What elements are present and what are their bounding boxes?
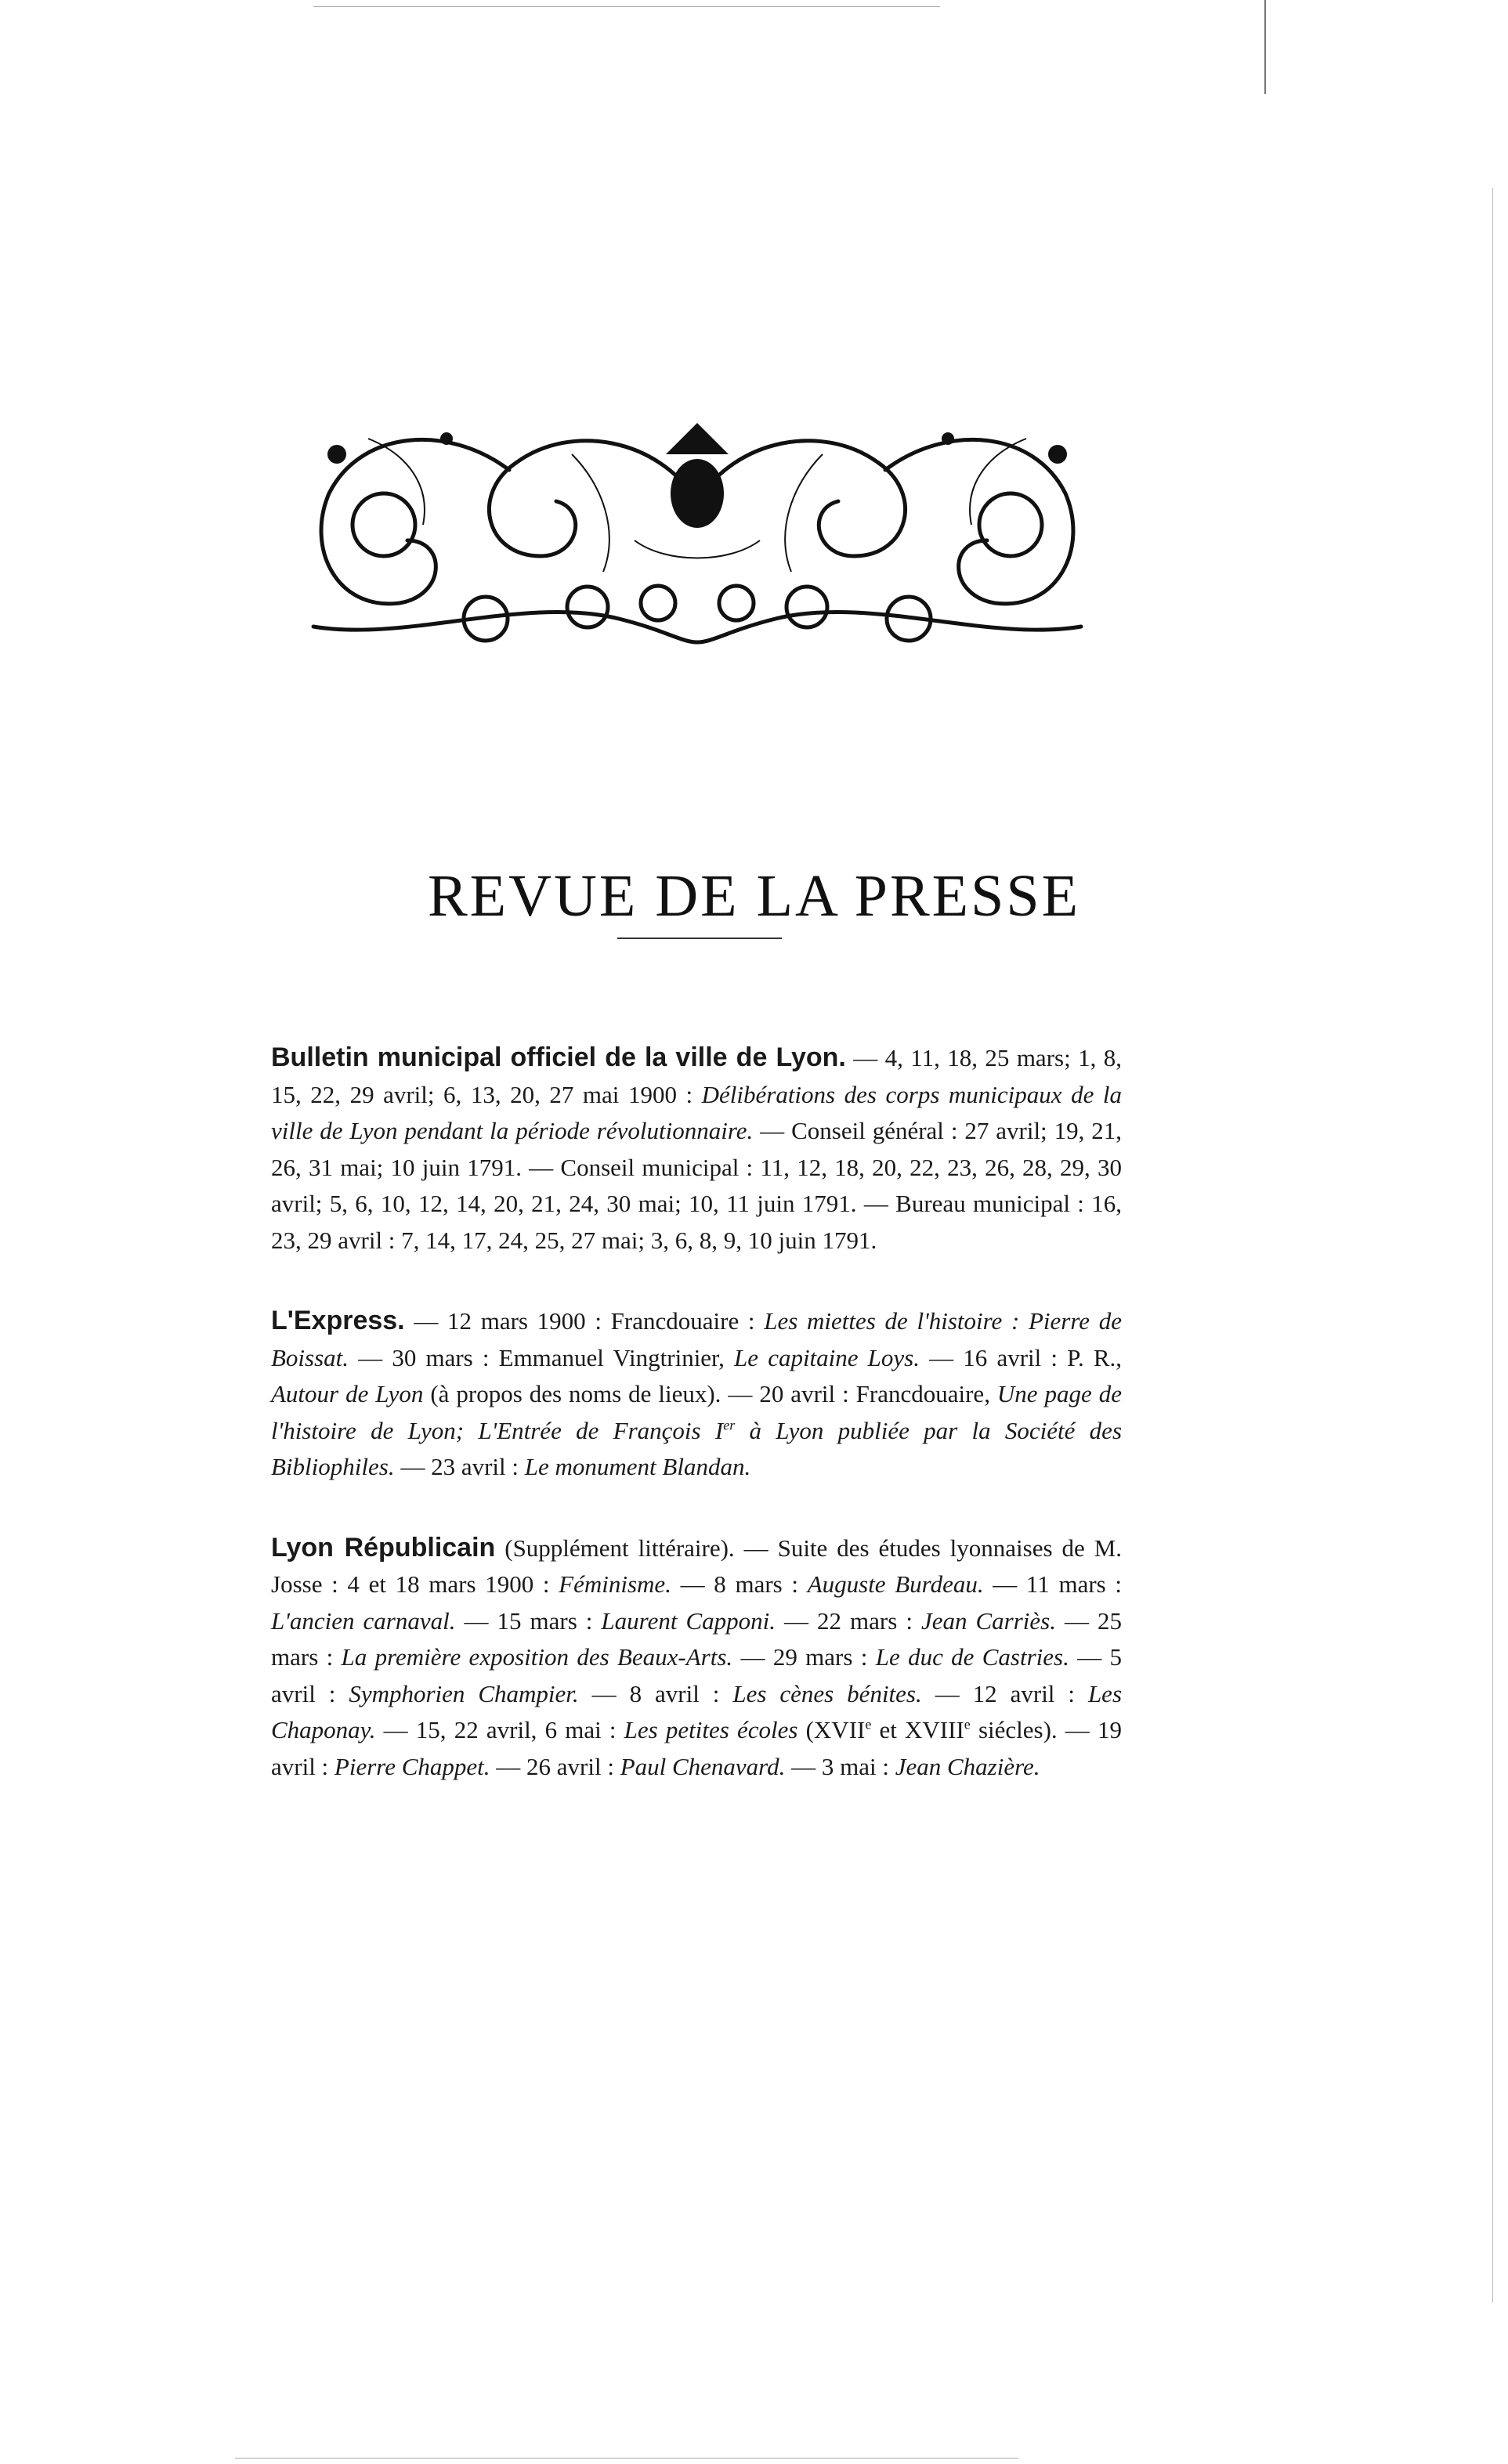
entry-title: La première exposition des Beaux-Arts. — [341, 1643, 733, 1671]
entry-title: Délibérations des corps municipaux de la ville de Lyon pendant la période révolutionnaire. — [271, 1080, 1122, 1144]
entry-text: — 15, 22 avril, 6 mai : — [375, 1716, 624, 1743]
entry-text: — 30 mars : Emmanuel Vingtrinier, — [349, 1343, 735, 1371]
entry-title: Une page de l'histoire de Lyon; L'Entrée de François I — [271, 1380, 1122, 1444]
entry-text: et XVIII — [871, 1716, 964, 1743]
scan-edge-bottom — [235, 2458, 1018, 2459]
entry-text: — 15 mars : — [455, 1606, 602, 1635]
entry-text: — 16 avril : P. R., — [920, 1343, 1123, 1371]
decorative-headpiece-icon — [290, 407, 1105, 658]
entry-title: Pierre Chappet. — [334, 1752, 490, 1780]
entry-title: Le monument Blandan. — [524, 1453, 751, 1480]
entry-superscript: e — [964, 1716, 971, 1732]
entry-text: — 3 mai : — [785, 1752, 895, 1780]
entry-superscript: e — [865, 1716, 872, 1732]
entry-l-express — [271, 1302, 1122, 1486]
scan-edge-right-long — [1492, 188, 1493, 2303]
entry-text: — 26 avril : — [490, 1752, 620, 1780]
entry-text: — 12 avril : — [921, 1679, 1088, 1707]
entry-text: (XVII — [797, 1716, 866, 1743]
entry-bulletin-municipal — [271, 1039, 1122, 1259]
entry-text: — 22 mars : — [776, 1606, 921, 1635]
entry-title: Le duc de Castries. — [875, 1643, 1069, 1671]
title-divider — [617, 938, 782, 939]
entry-text: — 29 mars : — [732, 1643, 876, 1671]
entry-text: — 12 mars 1900 : Francdouaire : — [404, 1307, 765, 1335]
entry-text: (Supplément littéraire). — Suite des études lyonnaises de M. Josse : 4 et 18 mars 1900 : — [271, 1534, 1123, 1598]
entry-title: Autour de Lyon — [271, 1380, 424, 1407]
entry-title: Les petites écoles — [624, 1716, 798, 1743]
entry-text: — Conseil général : 27 avril; 19, 21, 26, 31 mai; 10 juin 1791. — Conseil municipal : 11, 12, 18, 20, 22, 23, 26, 28, 29, 30 avril; 5, 6, 10, 12, 14, 20, 21, 24, 30 mai; 10, 11 juin 1791. — Bureau municipal : 16, 23, 29 avril : 7, 14, 17, 24, 25, 27 mai; 3, 6, 8, 9, 10 juin 1791. — [271, 1117, 1122, 1254]
scan-edge-top — [313, 6, 940, 7]
entry-title: Le capitaine Loys. — [734, 1343, 920, 1371]
entry-title: Les Chaponay. — [271, 1679, 1123, 1743]
scan-edge-right — [1264, 0, 1266, 94]
entry-lyon-republicain — [271, 1530, 1122, 1786]
entry-title: Les cènes bénites. — [732, 1679, 922, 1707]
entry-title: Féminisme. — [559, 1570, 671, 1598]
entry-source: L'Express. — [271, 1306, 405, 1335]
entry-source: Bulletin municipal officiel de la ville de Lyon. — [271, 1042, 846, 1072]
entry-text: siécles). — 19 avril : — [271, 1716, 1122, 1780]
entry-text: — 25 mars : — [271, 1606, 1123, 1671]
entry-title: Auguste Burdeau. — [807, 1570, 984, 1598]
entry-title: Jean Chazière. — [895, 1752, 1040, 1780]
entry-source: Lyon Républicain — [271, 1532, 496, 1563]
entry-text: — 8 mars : — [671, 1570, 808, 1598]
entry-title: Paul Chenavard. — [620, 1752, 786, 1780]
entry-text: (à propos des noms de lieux). — 20 avril : Francdouaire, — [423, 1380, 997, 1407]
entry-title: Laurent Capponi. — [601, 1606, 776, 1635]
entry-text: — 4, 11, 18, 25 mars; 1, 8, 15, 22, 29 avril; 6, 13, 20, 27 mai 1900 : — [271, 1044, 1122, 1108]
entry-superscript: er — [723, 1417, 736, 1433]
entry-text: — 11 mars : — [983, 1570, 1122, 1598]
entry-title: à Lyon publiée par la Société des Bibliophiles. — [271, 1416, 1123, 1480]
entry-title: Les miettes de l'histoire : Pierre de Boissat. — [271, 1307, 1122, 1371]
page-title: REVUE DE LA PRESSE — [427, 862, 1081, 929]
press-review-list — [271, 1015, 1122, 1829]
entry-text: — 23 avril : — [394, 1453, 525, 1480]
entry-text: — 8 avril : — [578, 1679, 733, 1707]
entry-title: Symphorien Champier. — [349, 1679, 579, 1707]
entry-title: L'ancien carnaval. — [271, 1606, 456, 1635]
entry-title: Jean Carriès. — [920, 1606, 1056, 1635]
entry-text: — 5 avril : — [271, 1643, 1123, 1707]
